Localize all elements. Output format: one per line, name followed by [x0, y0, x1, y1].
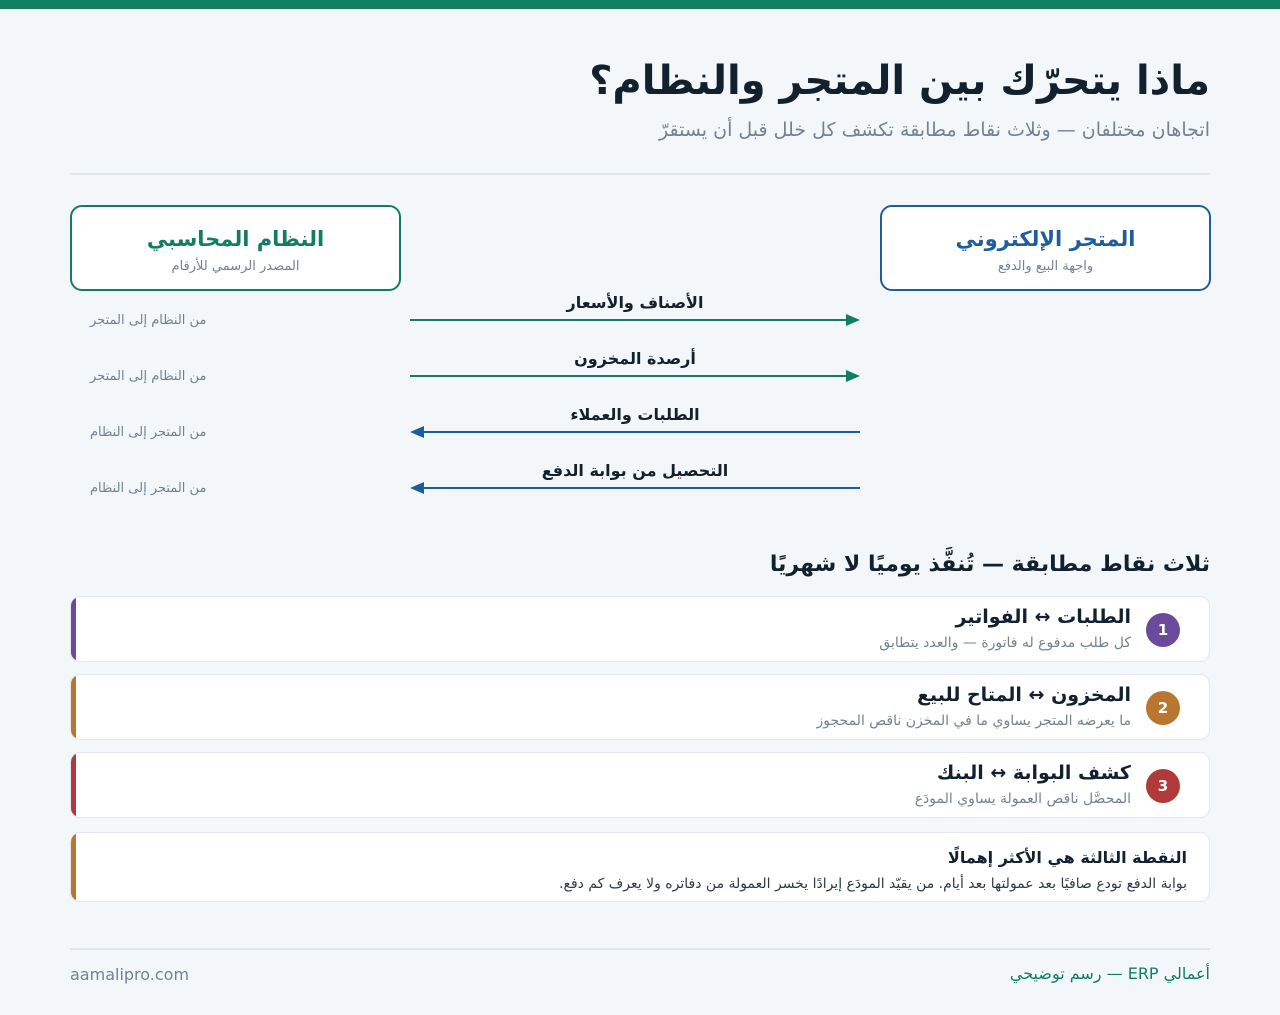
card-title-2: المخزون ↔ المتاح للبيع: [916, 684, 1131, 706]
flow-direction-gateway-collection: من المتجر إلى النظام: [90, 481, 207, 496]
number-badge-3: 3: [1146, 769, 1180, 803]
page-subtitle: اتجاهان مختلفان — وثلاث نقاط مطابقة تكشف كل خلل قبل أن يستقرّ: [659, 119, 1210, 141]
footer-site-link[interactable]: aamalipro.com: [70, 965, 190, 984]
reconciliation-card-2: [70, 674, 1210, 740]
flow-direction-items-prices: من النظام إلى المتجر: [90, 313, 207, 328]
system-node-title: النظام المحاسبي: [146, 227, 325, 251]
card-title-1: الطلبات ↔ الفواتير: [955, 606, 1131, 628]
card-accent-2: [71, 675, 76, 739]
card-accent-3: [71, 753, 76, 817]
flow-arrow-gateway-collection: [410, 482, 860, 494]
note-text: بوابة الدفع تودع صافيًا بعد عمولتها بعد أيام. من يقيّد المودَع إيرادًا يخسر العمولة من دفاتره ولا يعرف كم دفع.: [559, 876, 1187, 892]
flow-arrow-orders-customers: [410, 426, 860, 438]
flow-direction-orders-customers: من المتجر إلى النظام: [90, 425, 207, 440]
flow-direction-stock-balances: من النظام إلى المتجر: [90, 369, 207, 384]
system-node: [70, 205, 401, 291]
card-description-3: المحصَّل ناقص العمولة يساوي المودَع: [914, 791, 1131, 807]
flow-arrow-items-prices: [410, 314, 860, 326]
header-divider: [70, 173, 1210, 175]
flow-label-orders-customers: الطلبات والعملاء: [570, 405, 700, 424]
store-node-title: المتجر الإلكتروني: [955, 227, 1136, 251]
store-node-subtitle: واجهة البيع والدفع: [997, 259, 1094, 274]
reconciliation-title: ثلاث نقاط مطابقة — تُنفَّذ يوميًا لا شهريًا: [769, 552, 1210, 577]
top-accent-bar: [0, 0, 1280, 9]
flow-label-gateway-collection: التحصيل من بوابة الدفع: [541, 461, 729, 480]
card-accent-1: [71, 597, 76, 661]
warning-note: [70, 832, 1210, 902]
footer-brand: أعمالي ERP — رسم توضيحي: [1009, 964, 1210, 983]
footer-divider: [70, 948, 1210, 950]
reconciliation-card-1: [70, 596, 1210, 662]
flow-label-stock-balances: أرصدة المخزون: [574, 349, 696, 368]
flow-arrow-stock-balances: [410, 370, 860, 382]
note-accent: [71, 833, 76, 901]
card-title-3: كشف البوابة ↔ البنك: [936, 762, 1131, 784]
page-title: ماذا يتحرّك بين المتجر والنظام؟: [589, 58, 1210, 104]
system-node-subtitle: المصدر الرسمي للأرقام: [171, 259, 300, 274]
card-description-2: ما يعرضه المتجر يساوي ما في المخزن ناقص المحجوز: [816, 713, 1131, 729]
store-node: [880, 205, 1211, 291]
note-title: النقطة الثالثة هي الأكثر إهمالًا: [947, 848, 1187, 867]
reconciliation-card-3: [70, 752, 1210, 818]
flow-label-items-prices: الأصناف والأسعار: [566, 293, 704, 312]
card-description-1: كل طلب مدفوع له فاتورة — والعدد يتطابق: [879, 635, 1131, 651]
number-badge-1: 1: [1146, 613, 1180, 647]
number-badge-2: 2: [1146, 691, 1180, 725]
